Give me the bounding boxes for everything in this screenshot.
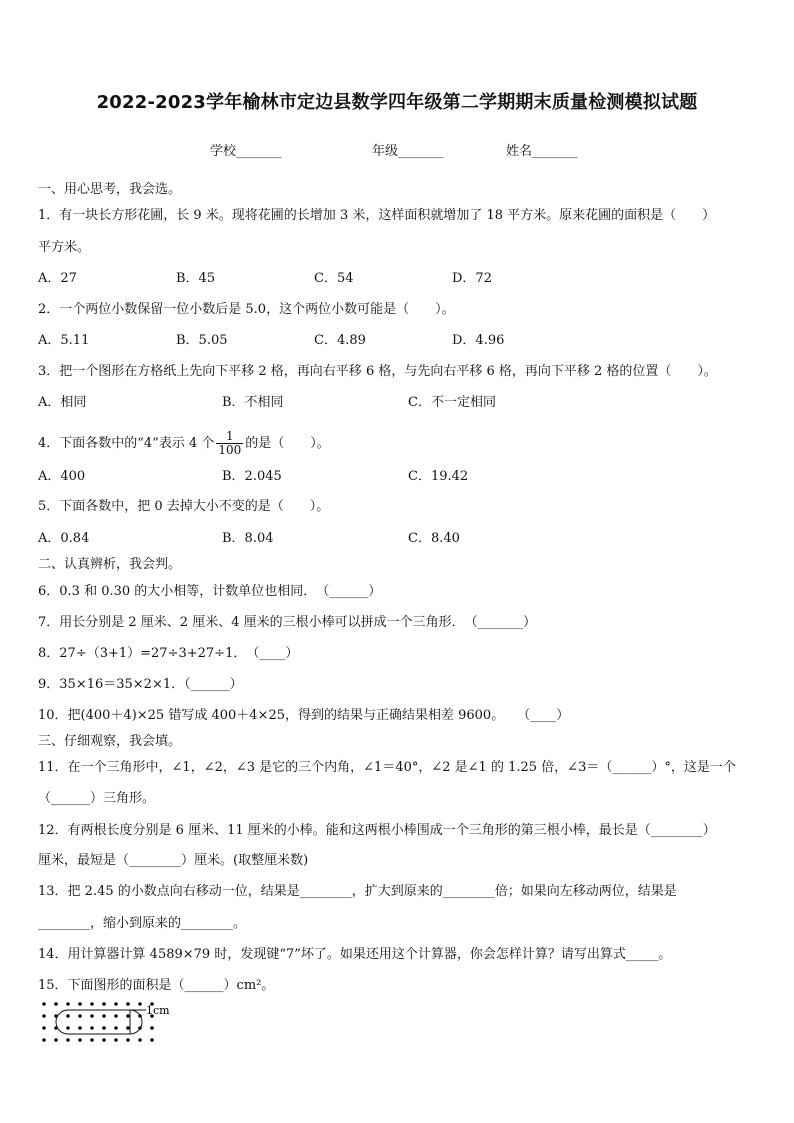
- q5-option-b: B．8.04: [222, 531, 274, 546]
- q2-option-b: B．5.05: [176, 333, 228, 348]
- question-3: 3．把一个图形在方格纸上先向下平移 2 格，再向右平移 6 格，与先向右平移 6 格，再向下平移 2 格的位置（ ）。: [38, 364, 717, 379]
- q2-option-c: C．4.89: [314, 333, 366, 348]
- grid-dot: [114, 1014, 118, 1018]
- question-12: 12．有两根长度分别是 6 厘米、11 厘米的小棒。能和这两根小棒围成一个三角形的第三根小棒，最长是（________）: [38, 823, 716, 838]
- q3-option-c: C．不一定相同: [408, 395, 496, 410]
- q4-text-before: 4．下面各数中的“4”表示 4 个: [38, 436, 215, 451]
- question-12-continued: 厘米，最短是（________）厘米。(取整厘米数): [38, 853, 309, 868]
- question-5: 5．下面各数中，把 0 去掉大小不变的是（ ）。: [38, 499, 330, 514]
- question-1: 1．有一块长方形花圃，长 9 米。现将花圃的长增加 3 米，这样面积就增加了 18 平方米。原来花圃的面积是（ ）: [38, 208, 716, 223]
- grid-dot: [42, 1038, 46, 1042]
- section-heading-3: 三、仔细观察，我会填。: [38, 734, 182, 749]
- grid-dot: [150, 1026, 154, 1030]
- grid-dot: [102, 1014, 106, 1018]
- question-4: [38, 430, 756, 457]
- question-7: 7．用长分别是 2 厘米、2 厘米、4 厘米的三根小棒可以拼成一个三角形． （_______）: [38, 615, 537, 630]
- grid-dot: [90, 1038, 94, 1042]
- q5-option-c: C．8.40: [408, 531, 460, 546]
- grid-dot: [126, 1026, 130, 1030]
- grid-dot: [66, 1026, 70, 1030]
- section-heading-1: 一、用心思考，我会选。: [38, 182, 182, 197]
- grid-dot: [114, 1038, 118, 1042]
- grid-dot: [42, 1014, 46, 1018]
- grid-dot: [90, 1014, 94, 1018]
- dot-grid-svg: [38, 1000, 178, 1045]
- grid-dot: [66, 1038, 70, 1042]
- question-13: 13．把 2.45 的小数点向右移动一位，结果是________，扩大到原来的________倍；如果向左移动两位，结果是: [38, 884, 677, 899]
- fraction-one-hundredth: [216, 430, 243, 457]
- question-11-continued: （______）三角形。: [38, 791, 156, 806]
- grid-dot: [66, 1014, 70, 1018]
- q3-option-a: A．相同: [38, 395, 87, 410]
- grid-dot: [126, 1002, 130, 1006]
- question-6: 6．0.3 和 0.30 的大小相等，计数单位也相同． （______）: [38, 584, 382, 599]
- q1-option-d: D．72: [452, 271, 492, 286]
- grid-dot: [90, 1026, 94, 1030]
- question-14: 14．用计算器计算 4589×79 时，发现键“7”坏了。如果还用这个计算器，你会怎样计算？请写出算式_____。: [38, 947, 672, 962]
- grid-dot: [78, 1026, 82, 1030]
- q2-option-d: D．4.96: [452, 333, 505, 348]
- question-11: 11．在一个三角形中，∠1，∠2，∠3 是它的三个内角，∠1＝40°，∠2 是∠1 的 1.25 倍，∠3＝（______）°，这是一个: [38, 760, 736, 775]
- grade-field: 年级_______: [372, 144, 444, 159]
- shape-outline: [56, 1010, 130, 1034]
- name-field: 姓名_______: [506, 144, 578, 159]
- q1-option-b: B．45: [176, 271, 216, 286]
- q5-option-a: A．0.84: [38, 531, 90, 546]
- grid-dot: [138, 1038, 142, 1042]
- grid-dot: [138, 1002, 142, 1006]
- question-8: 8．27÷（3+1）=27÷3+27÷1． （____）: [38, 646, 299, 661]
- grid-dot: [78, 1014, 82, 1018]
- grid-dot: [90, 1002, 94, 1006]
- grid-dot: [66, 1002, 70, 1006]
- question-2: 2．一个两位小数保留一位小数后是 5.0，这个两位小数可能是（ ）。: [38, 302, 455, 317]
- question-9: 9．35×16＝35×2×1．（______）: [38, 677, 243, 692]
- question-1-continued: 平方米。: [38, 240, 91, 255]
- q1-option-c: C．54: [314, 271, 354, 286]
- fraction-denominator: 100: [218, 443, 242, 457]
- question-13-continued: ________，缩小到原来的________。: [38, 916, 247, 931]
- section-heading-2: 二、认真辨析，我会判。: [38, 557, 182, 572]
- exam-title: 2022-2023学年榆林市定边县数学四年级第二学期期末质量检测模拟试题: [96, 92, 698, 113]
- grid-dot: [42, 1002, 46, 1006]
- q3-option-b: B．不相同: [222, 395, 284, 410]
- question-15: 15．下面图形的面积是（______）cm²。: [38, 978, 275, 993]
- grid-dot: [126, 1014, 130, 1018]
- grid-dot: [102, 1002, 106, 1006]
- grid-dot: [54, 1002, 58, 1006]
- grid-dot: [102, 1026, 106, 1030]
- q1-option-a: A．27: [38, 271, 77, 286]
- unit-label: 1cm: [146, 1004, 170, 1017]
- grid-dot: [114, 1026, 118, 1030]
- q2-option-a: A．5.11: [38, 333, 90, 348]
- q4-option-b: B．2.045: [222, 469, 282, 484]
- grid-dot: [78, 1002, 82, 1006]
- q4-option-a: A．400: [38, 469, 86, 484]
- school-field: 学校_______: [210, 144, 282, 159]
- dot-grid-figure: [38, 1000, 178, 1045]
- question-10: 10．把(400＋4)×25 错写成 400＋4×25，得到的结果与正确结果相差 9600。 （____）: [38, 708, 570, 723]
- q4-option-c: C．19.42: [408, 469, 469, 484]
- grid-dot: [114, 1002, 118, 1006]
- grid-dot: [126, 1038, 130, 1042]
- shape-right-arc: [130, 1010, 142, 1034]
- grid-dot: [150, 1038, 154, 1042]
- fraction-numerator: 1: [216, 430, 243, 444]
- grid-dot: [54, 1038, 58, 1042]
- grid-dot: [42, 1026, 46, 1030]
- grid-dot: [102, 1038, 106, 1042]
- grid-dot: [78, 1038, 82, 1042]
- q4-text-after: 的是（ ）。: [245, 436, 330, 451]
